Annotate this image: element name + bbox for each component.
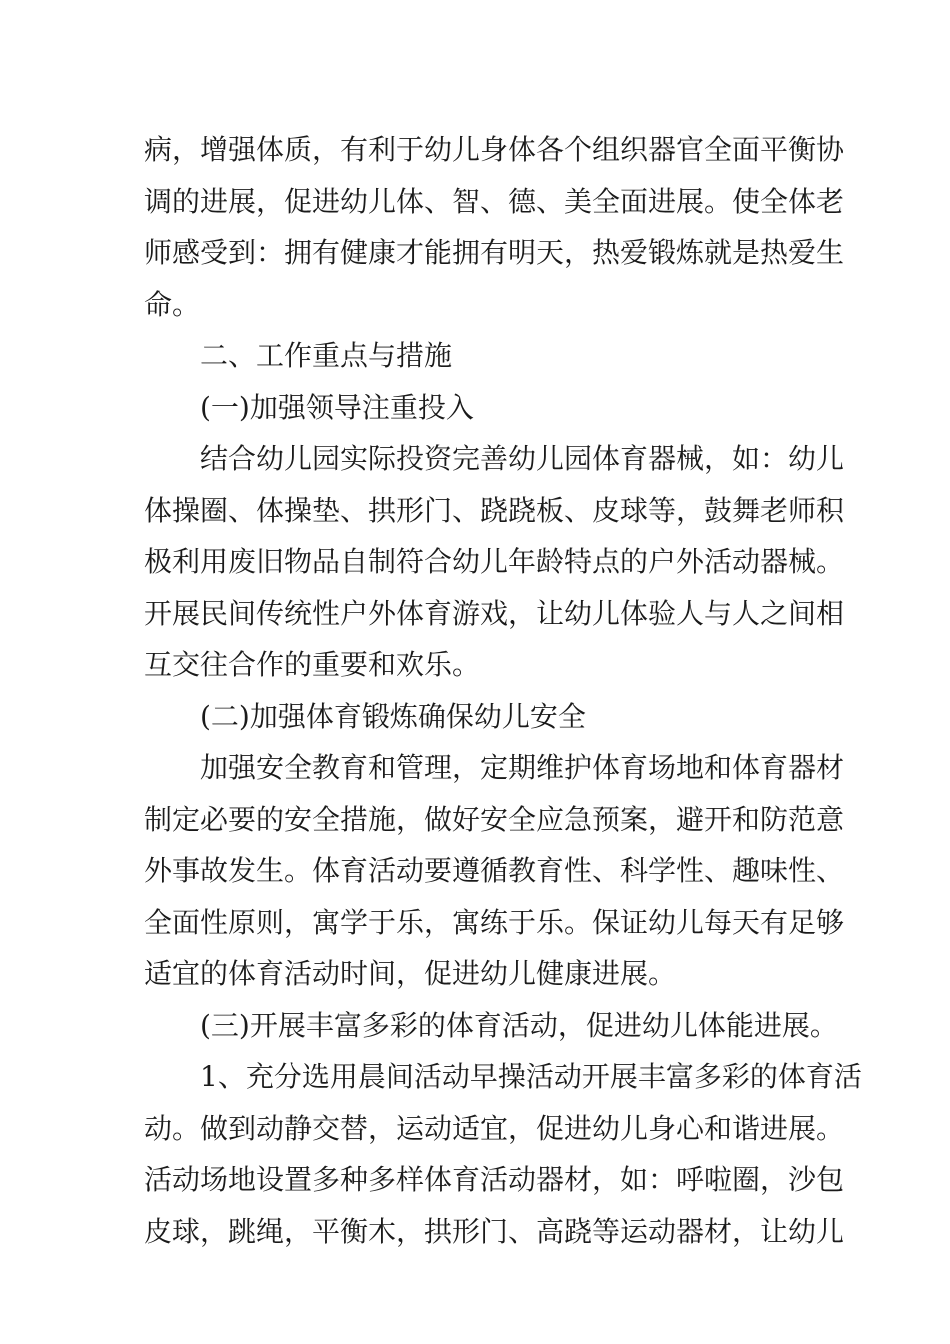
- body-line: 适宜的体育活动时间，促进幼儿健康进展。: [144, 957, 677, 990]
- document-body: [144, 124, 862, 1257]
- body-line: 结合幼儿园实际投资完善幼儿园体育器械，如：幼儿: [200, 442, 845, 475]
- body-line: 全面性原则，寓学于乐，寓练于乐。保证幼儿每天有足够: [144, 905, 845, 939]
- body-line: 师感受到：拥有健康才能拥有明天，热爱锻炼就是热爱生: [144, 236, 845, 269]
- body-line: 命。: [144, 287, 201, 321]
- body-line: 开展民间传统性户外体育游戏，让幼儿体验人与人之间相: [144, 596, 845, 630]
- subsection-heading: (三)开展丰富多彩的体育活动，促进幼儿体能进展。: [200, 1008, 838, 1042]
- section-heading: 二、工作重点与措施: [200, 339, 453, 372]
- body-line: 动。做到动静交替，运动适宜，促进幼儿身心和谐进展。: [144, 1111, 845, 1145]
- body-line: 皮球，跳绳，平衡木，拱形门、高跷等运动器材，让幼儿: [144, 1214, 845, 1248]
- body-line: 外事故发生。体育活动要遵循教育性、科学性、趣味性、: [144, 854, 845, 887]
- body-line: 极利用废旧物品自制符合幼儿年龄特点的户外活动器械。: [144, 545, 845, 578]
- body-line: 病，增强体质，有利于幼儿身体各个组织器官全面平衡协: [144, 133, 845, 166]
- body-line: 体操圈、体操垫、拱形门、跷跷板、皮球等，鼓舞老师积: [144, 493, 845, 527]
- subsection-heading: (二)加强体育锻炼确保幼儿安全: [200, 699, 586, 733]
- body-line: 加强安全教育和管理，定期维护体育场地和体育器材: [200, 751, 845, 784]
- body-line: 互交往合作的重要和欢乐。: [144, 648, 481, 681]
- body-line: 调的进展，促进幼儿体、智、德、美全面进展。使全体老: [144, 184, 845, 218]
- subsection-heading: (一)加强领导注重投入: [200, 390, 474, 424]
- body-line: 活动场地设置多种多样体育活动器材，如：呼啦圈，沙包: [144, 1163, 845, 1196]
- body-line: 1、充分选用晨间活动早操活动开展丰富多彩的体育活: [200, 1060, 862, 1093]
- body-line: 制定必要的安全措施，做好安全应急预案，避开和防范意: [144, 802, 845, 836]
